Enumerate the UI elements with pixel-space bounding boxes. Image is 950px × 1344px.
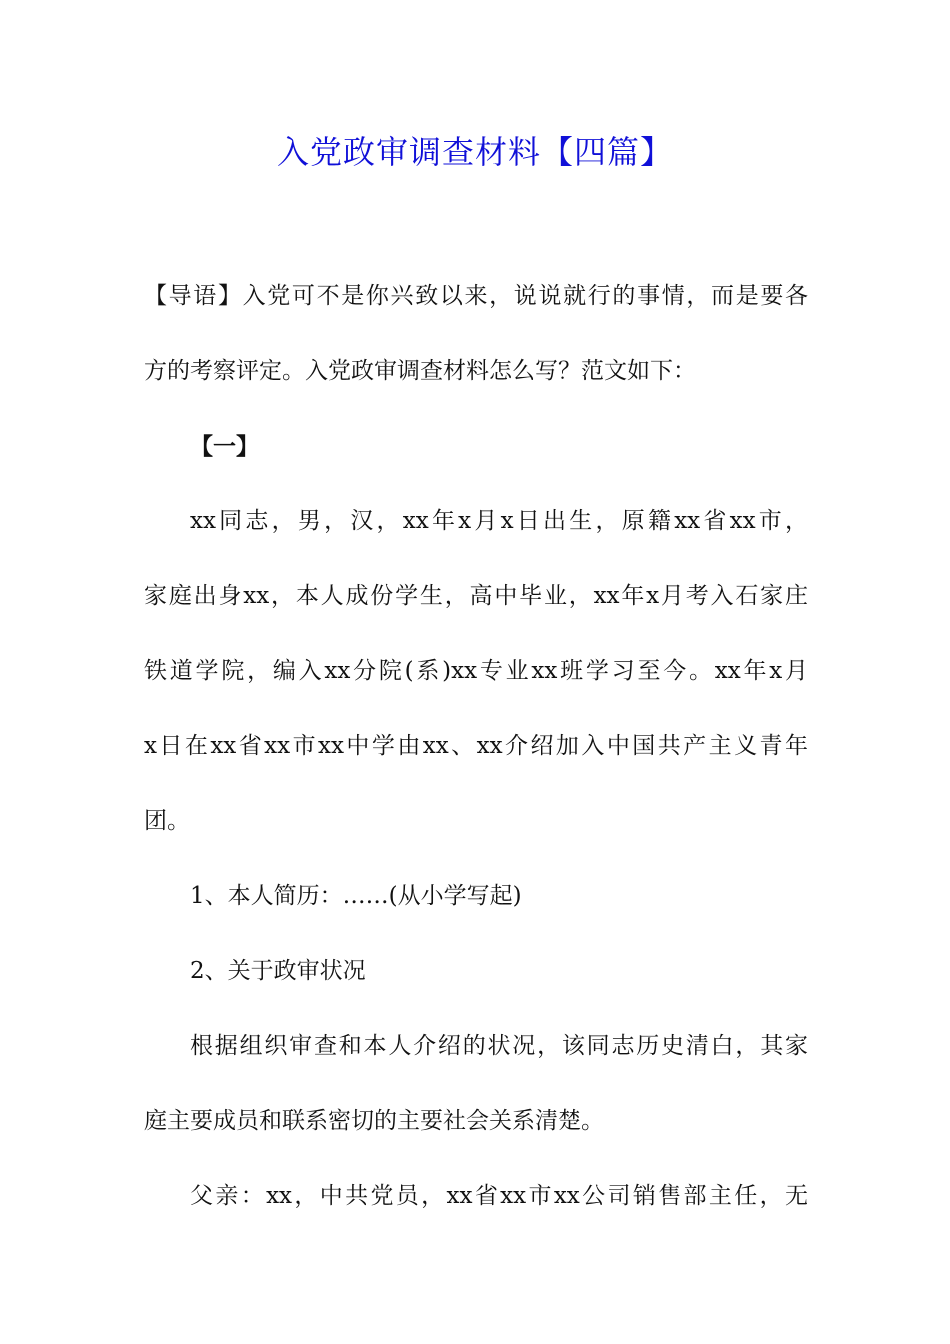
paragraph-line: 铁道学院，编入xx分院(系)xx专业xx班学习至今。xx年x月	[144, 658, 808, 684]
list-item-2	[144, 953, 808, 991]
intro-paragraph	[144, 278, 808, 391]
list-item-text: 1、本人简历：……(从小学写起)	[190, 883, 522, 909]
paragraph-3	[144, 1178, 808, 1216]
paragraph-line: 家庭出身xx，本人成份学生，高中毕业，xx年x月考入石家庄	[144, 583, 808, 609]
list-item-text: 2、关于政审状况	[190, 958, 366, 984]
document-body	[144, 278, 808, 1253]
intro-line: 【导语】入党可不是你兴致以来，说说就行的事情，而是要各	[144, 283, 808, 309]
intro-line: 方的考察评定。入党政审调查材料怎么写？范文如下：	[144, 358, 696, 384]
paragraph-line: 父亲：xx，中共党员，xx省xx市xx公司销售部主任，无	[190, 1183, 808, 1209]
paragraph-line: 根据组织审查和本人介绍的状况，该同志历史清白，其家	[190, 1033, 808, 1059]
paragraph-line: xx同志，男，汉，xx年x月x日出生，原籍xx省xx市，	[190, 508, 808, 534]
paragraph-line: 团。	[144, 808, 190, 834]
document-title: 入党政审调查材料【四篇】	[276, 133, 673, 171]
paragraph-2	[144, 1028, 808, 1141]
paragraph-1	[144, 503, 808, 841]
section-heading: 【一】	[190, 433, 259, 460]
paragraph-line: 庭主要成员和联系密切的主要社会关系清楚。	[144, 1108, 604, 1134]
paragraph-line: x日在xx省xx市xx中学由xx、xx介绍加入中国共产主义青年	[144, 733, 808, 759]
list-item-1	[144, 878, 808, 916]
